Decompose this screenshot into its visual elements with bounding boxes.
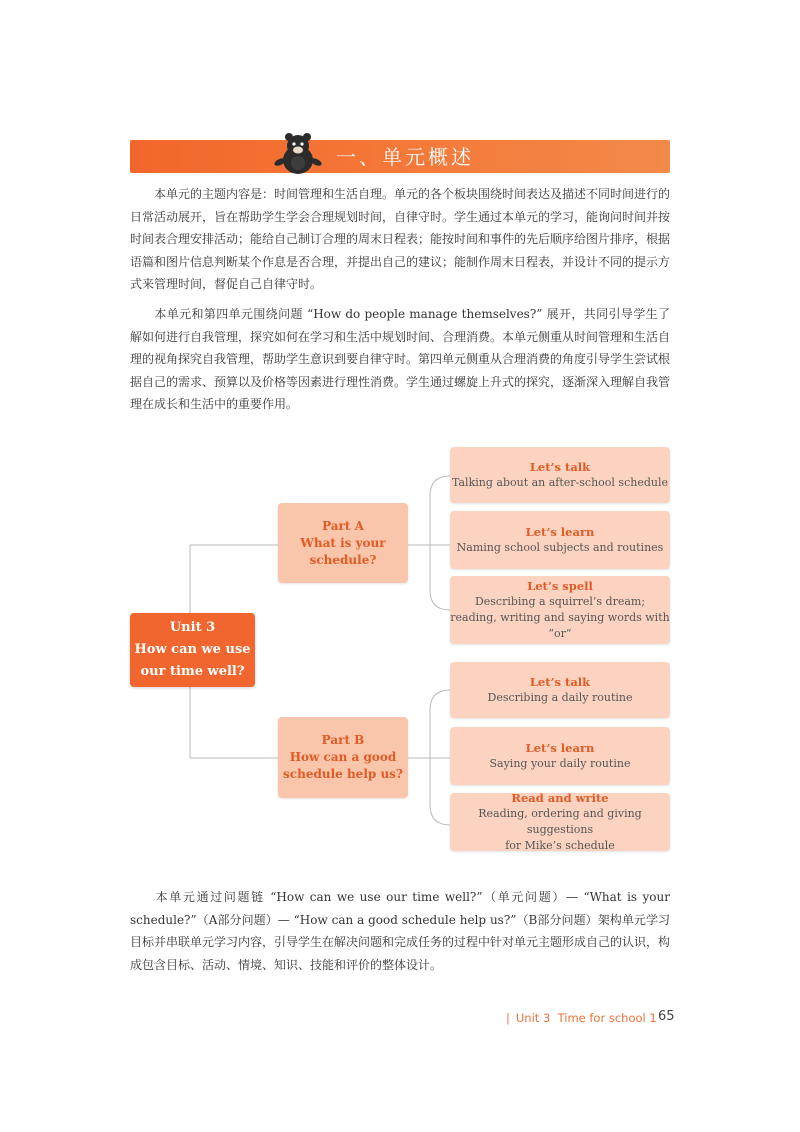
part-b-question-line-2: schedule help us? <box>283 767 403 781</box>
leaf-title: Let’s learn <box>525 741 595 755</box>
summary-paragraph <box>130 886 670 976</box>
intro-paragraph-1 <box>130 183 670 296</box>
part-b-read-and-write-node <box>450 793 670 851</box>
leaf-desc: Saying your daily routine <box>489 757 631 770</box>
part-b-question-line-1: How can a good <box>289 750 397 764</box>
leaf-desc: Describing a daily routine <box>487 691 633 704</box>
leaf-desc: Talking about an after-school schedule <box>452 476 668 489</box>
paragraph-text: 本单元和第四单元围绕问题 “How do people manage themselves?” 展开，共同引导学生了解如何进行自我管理，探究如何在学习和生活中规划时间、合理消费。本单元侧重从时间管理和生活自理的视角探究自我管理，帮助学生意识到要自律守时。第四单元侧重从合理消费的角度引导学生尝试根据自己的需求、预算以及价格等因素进行理性消费。学生通过螺旋上升式的探究，逐渐深入理解自我管理在成长和生活中的重要作用。 <box>130 307 671 411</box>
leaf-title: Let’s talk <box>529 460 591 474</box>
leaf-desc-line-2: for Mike’s schedule <box>505 839 615 852</box>
leaf-title: Let’s spell <box>527 579 593 593</box>
leaf-title: Read and write <box>511 791 609 805</box>
part-a-lets-spell-node <box>450 576 670 644</box>
footer-title: Time for school 1 <box>557 1011 657 1025</box>
unit-question-line-1: How can we use <box>134 642 251 657</box>
leaf-desc-line-2: reading, writing and saying words with <box>450 611 670 624</box>
part-a-title: Part A <box>322 518 364 533</box>
leaf-desc: Naming school subjects and routines <box>456 541 664 554</box>
paragraph-text: 本单元的主题内容是：时间管理和生活自理。单元的各个板块围绕时间表达及描述不同时间进行的日常活动展开，旨在帮助学生学会合理规划时间，自律守时。学生通过本单元的学习，能询问时间并按时间表合理安排活动；能给自己制订合理的周末日程表；能按时间和事件的先后顺序给图片排序，根据语篇和图片信息判断某个作息是否合理，并提出自己的建议；能制作周末日程表，并设计不同的提示方式来管理时间，督促自己自律守时。 <box>130 187 671 291</box>
paragraph-text: 本单元通过问题链 “How can we use our time well?”（单元问题）— “What is your schedule?”（A部分问题）— “How can a good schedule help us?”（B部分问题）架构单元学习目标并串联单元学习内容，引导学生在解决问题和完成任务的过程中针对单元主题形成自己的认识，构成包含目标、活动、情境、知识、技能和评价的整体设计。 <box>130 890 671 972</box>
part-b-node <box>278 717 408 798</box>
part-b-lets-talk-node <box>450 662 670 718</box>
running-footer <box>506 1008 657 1028</box>
footer-divider: | <box>506 1011 510 1025</box>
unit-question-line-2: our time well? <box>140 664 245 679</box>
section-title: 一、单元概述 <box>336 145 474 169</box>
leaf-desc-line-3: “or” <box>548 627 572 640</box>
leaf-desc-line-1: Describing a squirrel’s dream; <box>474 595 646 608</box>
unit-question-node <box>130 613 255 687</box>
leaf-title: Let’s learn <box>525 525 595 539</box>
part-a-node <box>278 503 408 583</box>
unit-label: Unit 3 <box>169 620 216 635</box>
part-a-lets-talk-node <box>450 447 670 503</box>
part-a-lets-learn-node <box>450 511 670 569</box>
part-b-lets-learn-node <box>450 727 670 785</box>
leaf-title: Let’s talk <box>529 675 591 689</box>
leaf-desc-line-1: Reading, ordering and giving suggestions <box>478 807 642 836</box>
footer-unit: Unit 3 <box>515 1011 551 1025</box>
intro-paragraph-2 <box>130 303 670 416</box>
part-b-title: Part B <box>321 733 365 747</box>
page-number: 65 <box>658 1009 675 1024</box>
part-a-question: What is your schedule? <box>300 535 386 567</box>
bear-mascot-icon <box>270 130 326 178</box>
